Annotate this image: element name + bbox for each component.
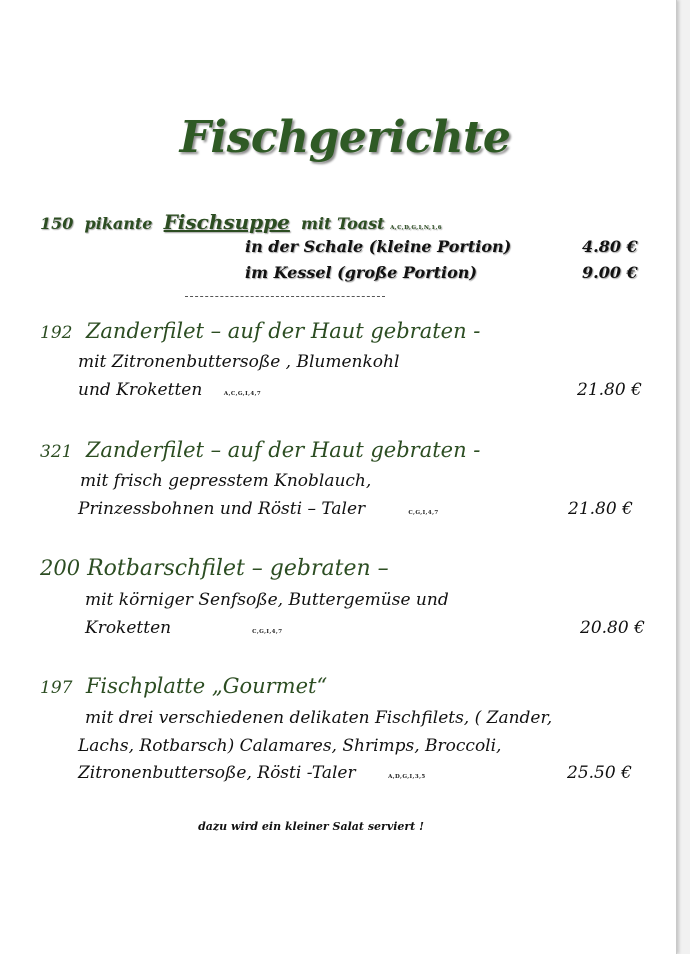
dish-321-price: 21.80 € (568, 499, 633, 519)
dish-name: Rotbarschfilet – gebraten – (87, 556, 389, 581)
dish-192-heading (40, 319, 480, 343)
dish-number: 197 (40, 678, 73, 698)
dish-line-text: Zitronenbuttersoße, Rösti -Taler (78, 763, 356, 783)
dish-192-line-1: mit Zitronenbuttersoße , Blumenkohl (78, 352, 400, 372)
dish-192-price: 21.80 € (577, 380, 642, 400)
dish-200-price: 20.80 € (580, 618, 645, 638)
dish-321-line-1: mit frisch gepresstem Knoblauch, (80, 471, 372, 491)
dish-200-heading (40, 556, 389, 581)
soup-allergens: A,C,D,G,I,N,1,6 (390, 225, 443, 231)
dish-321-line-2 (78, 499, 439, 519)
soup-option-large-label: im Kessel (große Portion) (245, 263, 477, 282)
dish-192-line-2 (78, 380, 261, 400)
soup-option-small-label: in der Schale (kleine Portion) (245, 237, 512, 256)
dish-197-line-1: mit drei verschiedenen delikaten Fischfilets, ( Zander, (85, 708, 553, 728)
dish-197-line-3 (78, 763, 426, 783)
dish-name: Fischplatte „Gourmet“ (85, 674, 328, 698)
dish-allergens: C,G,I,4,7 (252, 629, 283, 635)
soup-number: 150 (40, 214, 74, 233)
dish-allergens: A,C,G,I,4,7 (223, 391, 262, 397)
dish-line-text: Prinzessbohnen und Rösti – Taler (78, 499, 366, 519)
divider (185, 296, 385, 297)
dish-200-line-2 (85, 618, 282, 638)
dish-number: 192 (40, 323, 73, 343)
page-title: Fischgerichte (179, 112, 511, 163)
footer-note: dazu wird ein kleiner Salat serviert ! (198, 820, 424, 833)
dish-number: 200 (40, 556, 81, 580)
dish-200-line-1: mit körniger Senfsoße, Buttergemüse und (85, 590, 449, 610)
soup-prefix: pikante (84, 214, 153, 233)
dish-197-heading (40, 674, 327, 698)
dish-name: Zanderfilet – auf der Haut gebraten - (85, 438, 481, 462)
dish-line-text: Kroketten (85, 618, 172, 638)
soup-option-small-price: 4.80 € (582, 237, 638, 256)
dish-allergens: A,D,G,I,3,5 (388, 774, 426, 780)
soup-name: Fischsuppe (163, 210, 290, 234)
soup-heading (40, 210, 442, 234)
dish-name: Zanderfilet – auf der Haut gebraten - (85, 319, 481, 343)
soup-option-large-price: 9.00 € (582, 263, 638, 282)
dish-number: 321 (40, 442, 73, 462)
dish-allergens: C,G,I,4,7 (408, 510, 439, 516)
dish-line-text: und Kroketten (78, 380, 203, 400)
dish-197-line-2: Lachs, Rotbarsch) Calamares, Shrimps, Broccoli, (78, 736, 502, 756)
soup-suffix: mit Toast (301, 214, 385, 233)
dish-197-price: 25.50 € (567, 763, 632, 783)
dish-321-heading (40, 438, 480, 462)
